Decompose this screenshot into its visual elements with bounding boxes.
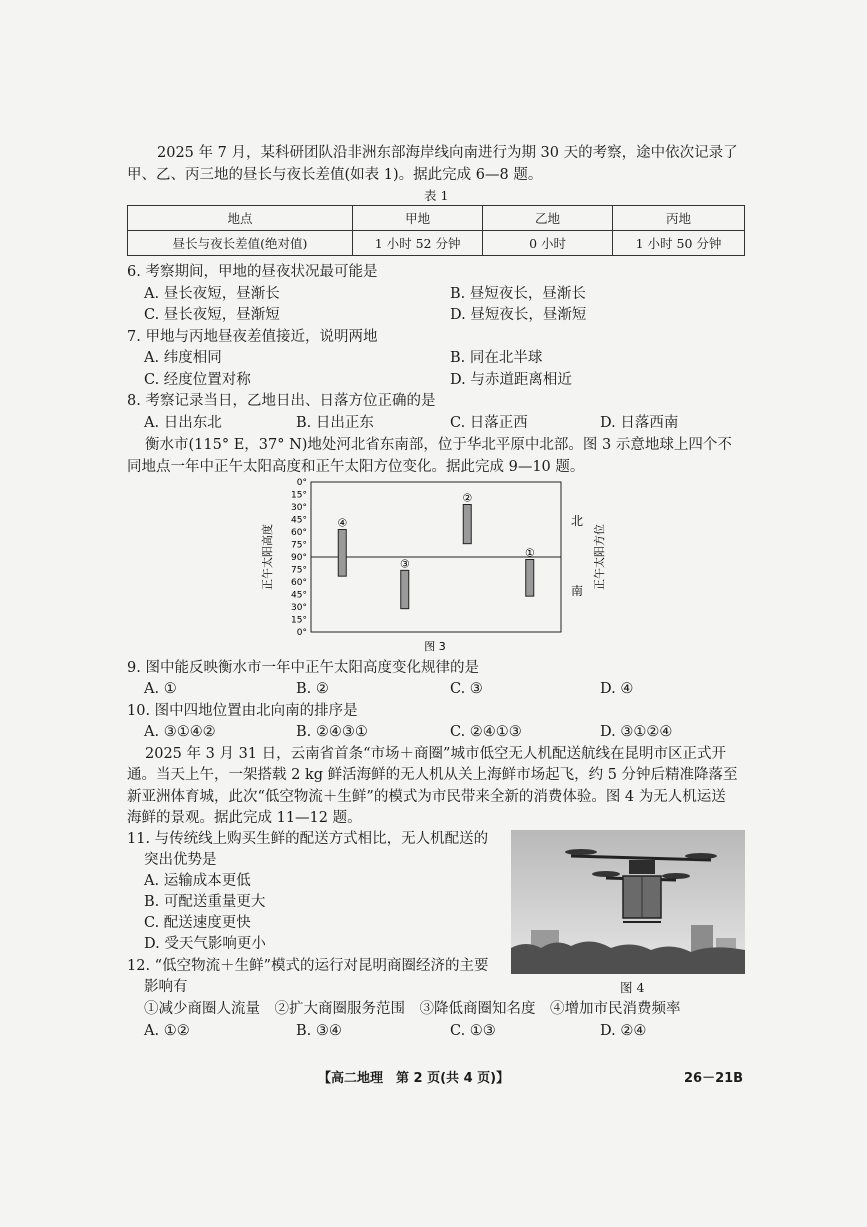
q11-option-d[interactable]: D. 受天气影响更小 [144,936,266,952]
y-axis-label-right: 正午太阳方位 [593,524,606,590]
table-1 [127,205,745,256]
q10-option-b[interactable]: B. ②④③① [296,724,368,740]
table-header-cell: 丙地 [613,206,745,231]
y-tick-label: 45° [291,590,307,601]
q10-option-a[interactable]: A. ③①④② [144,724,216,740]
range-bar [338,530,346,577]
q12-option-b[interactable]: B. ③④ [296,1023,342,1039]
intro-3-line-3: 新亚洲体育城，此次“低空物流＋生鲜”的模式为市民带来全新的消费体验。图 4 为无人机运送 [127,789,726,805]
q10-option-d[interactable]: D. ③①②④ [600,724,673,740]
q10-option-c[interactable]: C. ②④①③ [450,724,522,740]
table-row [128,231,745,256]
bar-label: ① [524,546,535,560]
q7-option-b[interactable]: B. 同在北半球 [450,350,543,366]
y-axis-label-left: 正午太阳高度 [261,524,274,590]
y-tick-label: 15° [291,615,307,626]
q9-option-a[interactable]: A. ① [144,681,177,697]
q12-stem-line-2: 影响有 [144,979,188,995]
q11-option-a[interactable]: A. 运输成本更低 [144,873,251,889]
q11-option-b[interactable]: B. 可配送重量更大 [144,894,266,910]
q12-statements: ①减少商圈人流量 ②扩大商圈服务范围 ③降低商圈知名度 ④增加市民消费频率 [144,1001,681,1017]
q7-option-d[interactable]: D. 与赤道距离相近 [450,372,572,388]
figure-4-caption: 图 4 [620,980,645,995]
bar-label: ③ [399,557,410,571]
q9-option-d[interactable]: D. ④ [600,681,634,697]
y-tick-label: 30° [291,503,307,513]
y-tick-label: 90° [291,553,307,563]
q10-stem: 10. 图中四地位置由北向南的排序是 [127,703,358,719]
bar-label: ② [462,491,473,505]
figure-4-drone-photo [511,830,745,974]
intro-2-line-1: 衡水市(115° E，37° N)地处河北省东南部，位于华北平原中北部。图 3 示意地球上四个不 [145,437,732,453]
q11-option-c[interactable]: C. 配送速度更快 [144,915,251,931]
y-tick-label: 75° [291,540,307,551]
q12-stem-line-1: 12. “低空物流＋生鲜”模式的运行对昆明商圈经济的主要 [127,958,489,974]
y-tick-label: 75° [291,565,307,576]
q7-option-a[interactable]: A. 纬度相同 [144,350,222,366]
q6-option-c[interactable]: C. 昼长夜短，昼渐短 [144,307,280,323]
q12-option-d[interactable]: D. ②④ [600,1023,647,1039]
range-bar [463,505,471,544]
intro-2-line-2: 同地点一年中正午太阳高度和正午太阳方位变化。据此完成 9—10 题。 [127,459,585,475]
q11-stem-line-2: 突出优势是 [144,852,217,868]
q6-stem: 6. 考察期间，甲地的昼夜状况最可能是 [127,264,378,280]
north-label: 北 [570,514,584,528]
q12-option-c[interactable]: C. ①③ [450,1023,496,1039]
table-header-row [128,206,745,231]
range-bar [401,570,409,608]
y-tick-label: 60° [291,578,307,588]
chart-title: 图 3 [424,640,446,653]
y-tick-label: 60° [291,528,307,538]
y-tick-label: 0° [296,628,307,638]
q9-stem: 9. 图中能反映衡水市一年中正午太阳高度变化规律的是 [127,660,479,676]
q8-option-c[interactable]: C. 日落正西 [450,415,528,431]
q12-option-a[interactable]: A. ①② [144,1023,190,1039]
table-cell: 1 小时 52 分钟 [353,231,483,256]
q7-option-c[interactable]: C. 经度位置对称 [144,372,251,388]
page-footer: 【高二地理 第 2 页(共 4 页)】 [318,1071,510,1086]
q6-option-d[interactable]: D. 昼短夜长，昼渐短 [450,307,587,323]
q6-option-a[interactable]: A. 昼长夜短，昼渐长 [144,286,280,302]
table-header-cell: 甲地 [353,206,483,231]
q8-option-d[interactable]: D. 日落西南 [600,415,679,431]
intro-3-line-1: 2025 年 3 月 31 日，云南省首条“市场＋商圈”城市低空无人机配送航线在昆明市区正式开 [145,746,726,762]
y-tick-label: 15° [291,490,307,501]
q9-option-b[interactable]: B. ② [296,681,329,697]
intro-3-line-2: 通。当天上午，一架搭载 2 kg 鲜活海鲜的无人机从关上海鲜市场起飞，约 5 分钟后精准降落至 [127,767,738,783]
y-tick-label: 30° [291,603,307,613]
paper-code: 26－21B [684,1071,744,1086]
table-header-cell: 地点 [128,206,353,231]
figure-3-chart [255,478,625,658]
table-1-caption: 表 1 [424,188,449,203]
q9-option-c[interactable]: C. ③ [450,681,483,697]
table-cell: 昼长与夜长差值(绝对值) [128,231,353,256]
table-header-cell: 乙地 [483,206,613,231]
q6-option-b[interactable]: B. 昼短夜长，昼渐长 [450,286,586,302]
q8-option-b[interactable]: B. 日出正东 [296,415,374,431]
y-tick-label: 0° [296,478,307,488]
table-cell: 0 小时 [483,231,613,256]
intro-3-line-4: 海鲜的景观。据此完成 11—12 题。 [127,810,362,826]
south-label: 南 [570,584,584,598]
y-tick-label: 45° [291,515,307,526]
range-bar [526,560,534,597]
q7-stem: 7. 甲地与丙地昼夜差值接近，说明两地 [127,329,378,345]
q8-stem: 8. 考察记录当日，乙地日出、日落方位正确的是 [127,393,436,409]
intro-1-line-1: 2025 年 7 月，某科研团队沿非洲东部海岸线向南进行为期 30 天的考察，途中依次记录了 [157,145,738,161]
q11-stem-line-1: 11. 与传统线上购买生鲜的配送方式相比，无人机配送的 [127,831,489,847]
table-cell: 1 小时 50 分钟 [613,231,745,256]
intro-1-line-2: 甲、乙、丙三地的昼长与夜长差值(如表 1)。据此完成 6—8 题。 [127,167,543,183]
bar-label: ④ [337,516,348,530]
q8-option-a[interactable]: A. 日出东北 [144,415,222,431]
